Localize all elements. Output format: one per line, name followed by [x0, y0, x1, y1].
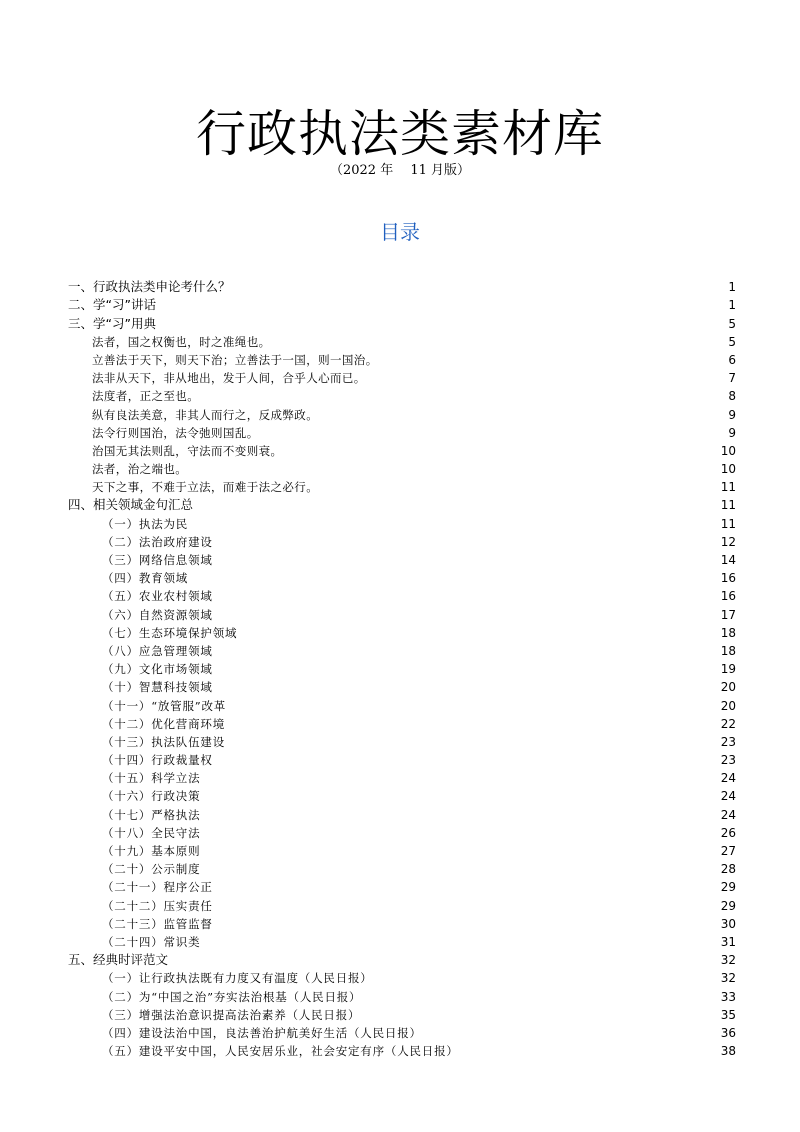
- toc-page-number: 26: [720, 825, 736, 840]
- toc-entry-label: （三）网络信息领域: [102, 553, 213, 567]
- toc-dot-leader: [375, 973, 719, 983]
- toc-entry[interactable]: [68, 787, 736, 805]
- toc-entry[interactable]: [68, 405, 736, 423]
- toc-entry[interactable]: [68, 678, 736, 696]
- toc-dot-leader: [273, 337, 727, 347]
- toc-entry[interactable]: [68, 642, 736, 660]
- toc-dot-leader: [202, 937, 718, 947]
- toc-entry[interactable]: [68, 969, 736, 987]
- toc-page-number: 12: [720, 534, 736, 549]
- toc-page-number: 20: [720, 698, 736, 713]
- toc-dot-leader: [380, 355, 727, 365]
- toc-entry[interactable]: [68, 1042, 736, 1060]
- toc-page-number: 38: [720, 1044, 736, 1059]
- toc-entry[interactable]: [68, 296, 736, 314]
- toc-page-number: 29: [720, 898, 736, 913]
- toc-entry[interactable]: [68, 751, 736, 769]
- toc-entry-label: （五）农业农村领域: [102, 589, 213, 604]
- toc-entry[interactable]: [68, 424, 736, 442]
- toc-entry-label: （二）法治政府建设: [102, 534, 213, 549]
- toc-entry-label: 法令行则国治，法令弛则国乱。: [92, 425, 259, 440]
- toc-dot-leader: [202, 864, 718, 874]
- toc-entry-label: （五）建设平安中国，人民安居乐业，社会安定有序（人民日报）: [102, 1044, 459, 1059]
- toc-dot-leader: [202, 791, 718, 801]
- toc-page-number: 7: [728, 371, 736, 386]
- toc-entry-label: （三）增强法治意识提高法治素养（人民日报）: [102, 1007, 361, 1022]
- toc-page-number: 24: [720, 807, 736, 822]
- toc-entry[interactable]: [68, 842, 736, 860]
- toc-page-number: 28: [720, 862, 736, 877]
- toc-entry-label: 纵有良法美意，非其人而行之，反成弊政。: [92, 407, 319, 422]
- toc-dot-leader: [170, 955, 719, 965]
- toc-entry-label: （二十四）常识类: [102, 934, 201, 949]
- toc-page-number: 18: [720, 643, 736, 658]
- toc-entry[interactable]: [68, 896, 736, 914]
- toc-entry-label: （四）建设法治中国，良法善治护航美好生活（人民日报）: [102, 1025, 422, 1040]
- toc-dot-leader: [202, 846, 718, 856]
- toc-entry-label: （十四）行政裁量权: [102, 753, 213, 768]
- toc-dot-leader: [202, 773, 718, 783]
- toc-entry[interactable]: [68, 1006, 736, 1024]
- toc-entry[interactable]: [68, 333, 736, 351]
- toc-dot-leader: [215, 664, 719, 674]
- toc-entry[interactable]: [68, 460, 736, 478]
- toc-entry-label: 五、经典时评范文: [68, 952, 169, 968]
- table-of-contents: [68, 278, 736, 1060]
- toc-page-number: 18: [720, 625, 736, 640]
- toc-entry-label: （十一）“放管服”改革: [102, 698, 227, 713]
- toc-page-number: 6: [728, 352, 736, 367]
- toc-entry[interactable]: [68, 569, 736, 587]
- toc-page-number: 32: [720, 953, 736, 968]
- toc-page-number: 8: [728, 389, 736, 404]
- toc-dot-leader: [215, 646, 719, 656]
- toc-dot-leader: [215, 901, 719, 911]
- toc-dot-leader: [233, 282, 727, 292]
- toc-entry[interactable]: [68, 915, 736, 933]
- toc-page-number: 35: [720, 1007, 736, 1022]
- toc-entry[interactable]: [68, 660, 736, 678]
- toc-entry[interactable]: [68, 551, 736, 569]
- toc-page-number: 17: [720, 607, 736, 622]
- toc-page-number: 14: [720, 553, 736, 567]
- toc-entry[interactable]: [68, 878, 736, 896]
- toc-dot-leader: [362, 1010, 718, 1020]
- toc-entry-label: （六）自然资源领域: [102, 607, 213, 622]
- toc-dot-leader: [368, 373, 727, 383]
- toc-page-number: 22: [720, 716, 736, 731]
- toc-page-number: 29: [720, 880, 736, 895]
- toc-page-number: 19: [720, 662, 736, 677]
- toc-dot-leader: [202, 810, 718, 820]
- toc-dot-leader: [215, 610, 719, 620]
- toc-dot-leader: [201, 391, 726, 401]
- toc-entry[interactable]: [68, 1024, 736, 1042]
- toc-page-number: 32: [720, 971, 736, 986]
- toc-page-number: 31: [720, 934, 736, 949]
- toc-dot-leader: [228, 701, 719, 711]
- toc-dot-leader: [215, 682, 719, 692]
- toc-entry-label: （十）智慧科技领域: [102, 680, 213, 695]
- toc-dot-leader: [215, 919, 719, 929]
- toc-page-number: 24: [720, 771, 736, 786]
- toc-entry[interactable]: [68, 987, 736, 1005]
- toc-dot-leader: [215, 591, 719, 601]
- toc-dot-leader: [320, 482, 719, 492]
- toc-entry-label: 四、相关领域金句汇总: [68, 497, 194, 513]
- toc-entry-label: （十七）严格执法: [102, 807, 201, 822]
- toc-entry[interactable]: [68, 860, 736, 878]
- toc-page-number: 36: [720, 1025, 736, 1040]
- toc-page-number: 5: [728, 334, 736, 349]
- toc-entry[interactable]: [68, 387, 736, 405]
- toc-entry-label: 一、行政执法类申论考什么？: [68, 279, 231, 295]
- toc-dot-leader: [320, 410, 726, 420]
- toc-entry-label: 法者，国之权衡也，时之准绳也。: [92, 334, 271, 349]
- toc-page-number: 27: [720, 844, 736, 858]
- toc-page-number: 11: [720, 480, 736, 495]
- toc-entry[interactable]: [68, 351, 736, 369]
- toc-entry[interactable]: [68, 478, 736, 496]
- toc-entry[interactable]: [68, 769, 736, 787]
- toc-dot-leader: [195, 500, 719, 510]
- toc-entry-label: （十五）科学立法: [102, 771, 201, 786]
- toc-page-number: 16: [720, 571, 736, 586]
- toc-entry[interactable]: [68, 496, 736, 514]
- toc-entry-label: （十二）优化营商环境: [102, 716, 225, 731]
- toc-dot-leader: [424, 1028, 719, 1038]
- toc-dot-leader: [461, 1046, 719, 1056]
- toc-page-number: 20: [720, 680, 736, 695]
- toc-entry-label: 二、学“习”讲话: [68, 297, 156, 313]
- toc-entry[interactable]: [68, 369, 736, 387]
- toc-entry-label: 法非从天下，非从地出，发于人间，合乎人心而已。: [92, 371, 366, 386]
- toc-entry[interactable]: [68, 605, 736, 623]
- toc-dot-leader: [158, 300, 726, 310]
- toc-dot-leader: [227, 719, 719, 729]
- toc-entry[interactable]: [68, 951, 736, 969]
- toc-entry-label: 立善法于天下，则天下治；立善法于一国，则一国治。: [92, 352, 378, 367]
- toc-dot-leader: [363, 992, 718, 1002]
- toc-entry-label: 三、学“习”用典: [68, 315, 156, 331]
- toc-entry-label: （九）文化市场领域: [102, 662, 213, 677]
- toc-entry-label: （二十）公示制度: [102, 862, 201, 877]
- toc-entry[interactable]: [68, 442, 736, 460]
- toc-entry[interactable]: [68, 514, 736, 532]
- document-title: 行政执法类素材库: [196, 104, 604, 163]
- toc-page-number: 5: [728, 316, 736, 331]
- toc-entry-label: （十八）全民守法: [102, 825, 201, 840]
- toc-dot-leader: [158, 319, 726, 329]
- toc-entry-label: 治国无其法则乱，守法而不变则衰。: [92, 443, 283, 458]
- toc-page-number: 9: [728, 407, 736, 422]
- toc-entry-label: （十三）执法队伍建设: [102, 734, 225, 749]
- toc-dot-leader: [284, 446, 718, 456]
- toc-page-number: 33: [720, 989, 736, 1004]
- toc-entry[interactable]: [68, 278, 736, 296]
- toc-entry-label: （七）生态环境保护领域: [102, 625, 238, 640]
- toc-entry-label: （二）为“中国之治”夯实法治根基（人民日报）: [102, 989, 362, 1004]
- toc-dot-leader: [227, 737, 719, 747]
- toc-dot-leader: [215, 537, 719, 547]
- toc-dot-leader: [202, 828, 718, 838]
- toc-page-number: 30: [720, 916, 736, 931]
- toc-dot-leader: [190, 573, 719, 583]
- toc-entry[interactable]: [68, 587, 736, 605]
- toc-entry[interactable]: [68, 715, 736, 733]
- toc-entry[interactable]: [68, 314, 736, 332]
- toc-dot-leader: [261, 428, 727, 438]
- toc-page-number: 11: [720, 498, 736, 513]
- toc-entry[interactable]: [68, 933, 736, 951]
- toc-entry-label: （十九）基本原则: [102, 844, 201, 858]
- toc-entry-label: 法度者，正之至也。: [92, 389, 200, 404]
- toc-entry-label: 天下之事，不难于立法，而难于法之必行。: [92, 480, 319, 495]
- toc-entry[interactable]: [68, 696, 736, 714]
- toc-entry-label: （二十一）程序公正: [102, 880, 213, 895]
- toc-dot-leader: [215, 555, 719, 565]
- edition-label: （2022 年 11 月版）: [329, 163, 471, 178]
- toc-page-number: 11: [720, 516, 736, 531]
- toc-entry[interactable]: [68, 624, 736, 642]
- toc-entry-label: （四）教育领域: [102, 571, 189, 586]
- toc-page-number: 1: [728, 280, 736, 295]
- toc-entry-label: （二十三）监管监督: [102, 916, 213, 931]
- toc-dot-leader: [239, 628, 718, 638]
- toc-dot-leader: [215, 882, 719, 892]
- toc-entry-label: 法者，治之端也。: [92, 462, 188, 477]
- toc-page-number: 10: [720, 462, 736, 477]
- toc-page-number: 23: [720, 753, 736, 768]
- toc-entry[interactable]: [68, 733, 736, 751]
- toc-entry-label: （一）让行政执法既有力度又有温度（人民日报）: [102, 971, 373, 986]
- toc-entry-label: （八）应急管理领域: [102, 643, 213, 658]
- toc-entry[interactable]: [68, 533, 736, 551]
- toc-entry-label: （十六）行政决策: [102, 789, 201, 804]
- toc-dot-leader: [190, 519, 719, 529]
- toc-page-number: 1: [728, 298, 736, 313]
- toc-entry-label: （二十二）压实责任: [102, 898, 213, 913]
- toc-page-number: 24: [720, 789, 736, 804]
- toc-page-number: 23: [720, 734, 736, 749]
- toc-entry-label: （一）执法为民: [102, 516, 189, 531]
- toc-entry[interactable]: [68, 824, 736, 842]
- toc-page-number: 9: [728, 425, 736, 440]
- toc-entry[interactable]: [68, 805, 736, 823]
- toc-dot-leader: [189, 464, 719, 474]
- toc-page-number: 16: [720, 589, 736, 604]
- toc-page-number: 10: [720, 443, 736, 458]
- toc-heading: 目录: [380, 220, 420, 244]
- toc-dot-leader: [215, 755, 719, 765]
